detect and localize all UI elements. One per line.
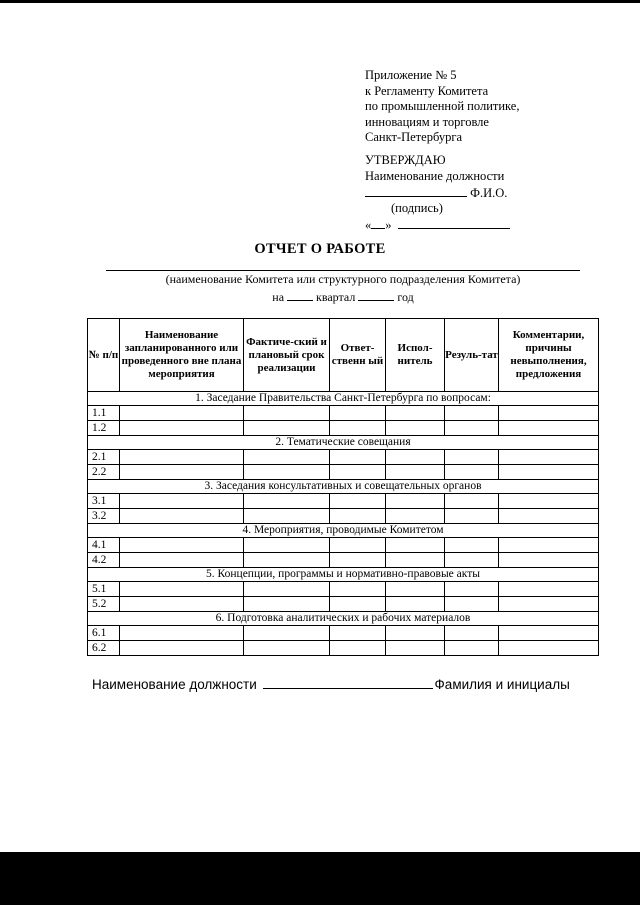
empty-cell xyxy=(244,406,330,421)
row-number: 6.1 xyxy=(88,626,120,641)
empty-cell xyxy=(330,626,386,641)
signature-caption: (подпись) xyxy=(391,201,443,215)
empty-cell xyxy=(120,538,244,553)
committee-name-line xyxy=(106,270,580,271)
empty-cell xyxy=(120,494,244,509)
approval-name-suffix: Ф.И.О. xyxy=(470,186,508,200)
row-number: 4.1 xyxy=(88,538,120,553)
header-executor: Испол-нитель xyxy=(386,319,445,392)
empty-cell xyxy=(386,641,445,656)
quarter-blank xyxy=(287,288,313,301)
header-deadline: Фактиче-ский и плановый срок реализации xyxy=(244,319,330,392)
empty-cell xyxy=(244,538,330,553)
empty-cell xyxy=(445,450,499,465)
approval-name-row xyxy=(365,184,535,200)
row-number: 5.2 xyxy=(88,597,120,612)
empty-cell xyxy=(244,465,330,480)
empty-cell xyxy=(244,450,330,465)
empty-cell xyxy=(120,450,244,465)
empty-cell xyxy=(244,582,330,597)
empty-cell xyxy=(499,582,599,597)
empty-cell xyxy=(499,597,599,612)
empty-cell xyxy=(386,582,445,597)
empty-cell xyxy=(499,450,599,465)
year-blank xyxy=(358,288,394,301)
empty-cell xyxy=(120,582,244,597)
quarter-prefix: на xyxy=(272,290,285,304)
empty-cell xyxy=(499,494,599,509)
empty-cell xyxy=(330,465,386,480)
empty-cell xyxy=(386,597,445,612)
empty-cell xyxy=(244,626,330,641)
empty-cell xyxy=(120,406,244,421)
table-row xyxy=(88,465,599,480)
appendix-line: Приложение № 5 xyxy=(365,68,457,82)
row-number: 1.2 xyxy=(88,421,120,436)
empty-cell xyxy=(244,597,330,612)
scan-bottom-border xyxy=(0,852,640,905)
appendix-line: Санкт-Петербурга xyxy=(365,130,463,144)
row-number: 2.1 xyxy=(88,450,120,465)
empty-cell xyxy=(120,641,244,656)
table-row xyxy=(88,641,599,656)
empty-cell xyxy=(499,465,599,480)
empty-cell xyxy=(386,406,445,421)
empty-cell xyxy=(499,406,599,421)
empty-cell xyxy=(244,553,330,568)
section-row xyxy=(88,436,599,450)
header-responsible: Ответ-ственн ый xyxy=(330,319,386,392)
section-title: 3. Заседания консультативных и совещательных органов xyxy=(88,480,599,494)
appendix-line: по промышленной политике, xyxy=(365,99,520,113)
empty-cell xyxy=(445,597,499,612)
row-number: 5.1 xyxy=(88,582,120,597)
empty-cell xyxy=(386,509,445,524)
empty-cell xyxy=(499,509,599,524)
section-row xyxy=(88,568,599,582)
header-event: Наименование запланированного или проведенного вне плана мероприятия xyxy=(120,319,244,392)
section-title: 6. Подготовка аналитических и рабочих материалов xyxy=(88,612,599,626)
signature-blank xyxy=(365,184,467,197)
table-header-row xyxy=(88,319,599,392)
empty-cell xyxy=(120,421,244,436)
row-number: 3.2 xyxy=(88,509,120,524)
quote-open: « xyxy=(365,218,372,232)
year-word: год xyxy=(397,290,414,304)
signature-position: Наименование должности xyxy=(92,677,257,692)
empty-cell xyxy=(330,406,386,421)
empty-cell xyxy=(499,641,599,656)
section-row xyxy=(88,524,599,538)
appendix-line: к Регламенту Комитета xyxy=(365,83,489,98)
empty-cell xyxy=(499,421,599,436)
appendix-block xyxy=(365,68,519,146)
empty-cell xyxy=(330,538,386,553)
empty-cell xyxy=(330,582,386,597)
table-row xyxy=(88,494,599,509)
approval-heading: УТВЕРЖДАЮ xyxy=(365,153,446,167)
row-number: 6.2 xyxy=(88,641,120,656)
empty-cell xyxy=(244,421,330,436)
quote-close: » xyxy=(385,218,392,232)
section-row xyxy=(88,392,599,406)
empty-cell xyxy=(499,553,599,568)
signature-line xyxy=(92,676,570,692)
table-row xyxy=(88,421,599,436)
row-number: 3.1 xyxy=(88,494,120,509)
empty-cell xyxy=(445,553,499,568)
row-number: 2.2 xyxy=(88,465,120,480)
empty-cell xyxy=(386,421,445,436)
month-year-blank xyxy=(398,216,510,229)
committee-name-caption: (наименование Комитета или структурного подразделения Комитета) xyxy=(165,272,521,286)
signature-blank-line xyxy=(263,676,433,689)
empty-cell xyxy=(445,406,499,421)
empty-cell xyxy=(330,597,386,612)
empty-cell xyxy=(330,421,386,436)
quarter-word: квартал xyxy=(316,290,356,304)
table-row xyxy=(88,509,599,524)
signature-name: Фамилия и инициалы xyxy=(434,677,570,692)
empty-cell xyxy=(445,494,499,509)
row-number: 1.1 xyxy=(88,406,120,421)
appendix-line: инновациям и торговле xyxy=(365,114,489,129)
empty-cell xyxy=(330,509,386,524)
empty-cell xyxy=(120,509,244,524)
report-table xyxy=(87,318,599,656)
empty-cell xyxy=(120,465,244,480)
row-number: 4.2 xyxy=(88,553,120,568)
empty-cell xyxy=(499,626,599,641)
section-title: 4. Мероприятия, проводимые Комитетом xyxy=(88,524,599,538)
empty-cell xyxy=(445,465,499,480)
section-title: 1. Заседание Правительства Санкт-Петербурга по вопросам: xyxy=(88,392,599,406)
header-result: Резуль-тат xyxy=(445,319,499,392)
empty-cell xyxy=(445,538,499,553)
table-row xyxy=(88,538,599,553)
day-blank xyxy=(371,216,385,229)
quarter-line xyxy=(106,288,580,305)
empty-cell xyxy=(120,597,244,612)
empty-cell xyxy=(386,553,445,568)
empty-cell xyxy=(244,641,330,656)
empty-cell xyxy=(330,450,386,465)
report-title: ОТЧЕТ О РАБОТЕ xyxy=(254,241,386,257)
date-row xyxy=(365,216,535,232)
empty-cell xyxy=(386,538,445,553)
table-row xyxy=(88,626,599,641)
empty-cell xyxy=(120,553,244,568)
empty-cell xyxy=(330,553,386,568)
section-row xyxy=(88,480,599,494)
empty-cell xyxy=(445,626,499,641)
empty-cell xyxy=(445,421,499,436)
empty-cell xyxy=(445,641,499,656)
section-title: 5. Концепции, программы и нормативно-правовые акты xyxy=(88,568,599,582)
section-title: 2. Тематические совещания xyxy=(88,436,599,450)
approval-block xyxy=(365,152,535,232)
empty-cell xyxy=(244,509,330,524)
empty-cell xyxy=(445,509,499,524)
table-row xyxy=(88,450,599,465)
empty-cell xyxy=(386,494,445,509)
empty-cell xyxy=(386,465,445,480)
scan-top-border xyxy=(0,0,640,3)
empty-cell xyxy=(386,450,445,465)
table-row xyxy=(88,406,599,421)
empty-cell xyxy=(330,494,386,509)
empty-cell xyxy=(330,641,386,656)
table-row xyxy=(88,597,599,612)
empty-cell xyxy=(499,538,599,553)
empty-cell xyxy=(386,626,445,641)
table-row xyxy=(88,582,599,597)
empty-cell xyxy=(445,582,499,597)
table-row xyxy=(88,553,599,568)
table-body xyxy=(88,392,599,656)
header-number: № п/п xyxy=(88,319,120,392)
empty-cell xyxy=(244,494,330,509)
empty-cell xyxy=(120,626,244,641)
approval-position: Наименование должности xyxy=(365,169,505,183)
section-row xyxy=(88,612,599,626)
header-comments: Комментарии, причины невыполнения, предложения xyxy=(499,319,599,392)
